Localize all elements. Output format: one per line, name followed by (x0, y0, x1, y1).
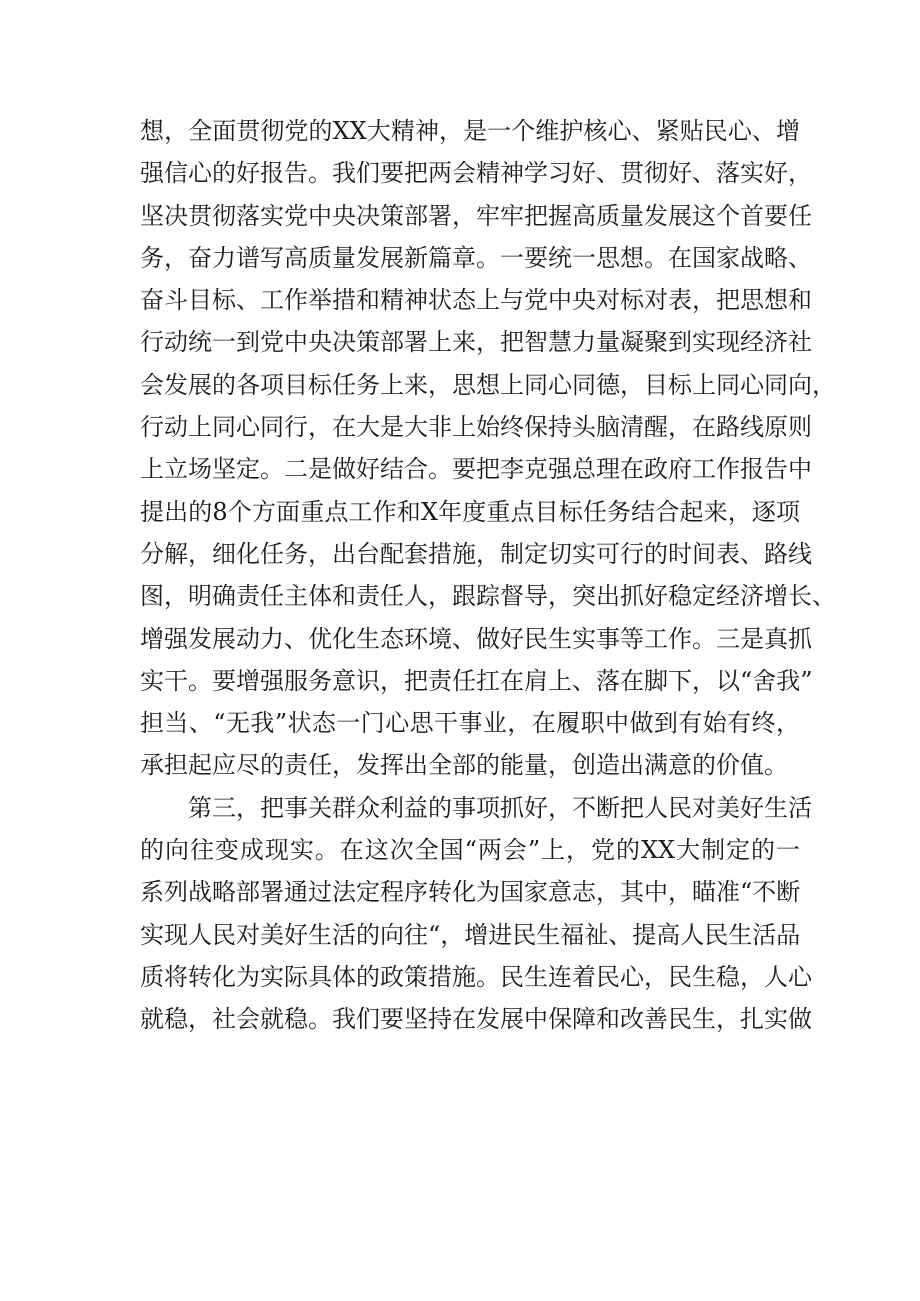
text-line: 坚决贯彻落实党中央决策部署，牢牢把握高质量发展这个首要任 (140, 201, 812, 230)
text-line: 图，明确责任主体和责任人，跟踪督导，突出抓好稳定经济增长、 (140, 582, 836, 611)
text-line: 就稳，社会就稳。我们要坚持在发展中保障和改善民生，扎实做 (140, 1005, 812, 1034)
text-line: 担当、“无我”状态一门心思干事业，在履职中做到有始有终， (140, 709, 800, 738)
text-line: 增强发展动力、优化生态环境、做好民生实事等工作。三是真抓 (140, 624, 812, 653)
paragraph-end-line: 承担起应尽的责任，发挥出全部的能量，创造出满意的价值。 (140, 751, 788, 780)
text-line: 行动统一到党中央决策部署上来，把智慧力量凝聚到实现经济社 (140, 328, 812, 357)
paragraph-start-line: 第三，把事关群众利益的事项抓好，不断把人民对美好生活 (188, 793, 812, 822)
text-line: 奋斗目标、工作举措和精神状态上与党中央对标对表，把思想和 (140, 286, 812, 315)
text-line: 实现人民对美好生活的向往“，增进民生福祉、提高人民生活品 (140, 920, 801, 949)
text-line: 质将转化为实际具体的政策措施。民生连着民心，民生稳，人心 (140, 962, 812, 991)
document-body (140, 110, 836, 1041)
text-line: 务，奋力谱写高质量发展新篇章。一要统一思想。在国家战略、 (140, 243, 812, 272)
text-line: 分解，细化任务，出台配套措施，制定切实可行的时间表、路线 (140, 539, 812, 568)
text-line: 会发展的各项目标任务上来，思想上同心同德，目标上同心同向， (140, 370, 836, 399)
text-line: 强信心的好报告。我们要把两会精神学习好、贯彻好、落实好， (140, 159, 812, 188)
text-line: 想，全面贯彻党的XX大精神，是一个维护核心、紧贴民心、增 (140, 117, 800, 145)
text-line: 提出的8个方面重点工作和X年度重点目标任务结合起来，逐项 (140, 497, 800, 526)
text-line: 系列战略部署通过法定程序转化为国家意志，其中，瞄准“不断 (140, 878, 801, 907)
text-line: 实干。要增强服务意识，把责任扛在肩上、落在脚下，以“舍我” (140, 666, 813, 695)
text-line: 行动上同心同行，在大是大非上始终保持头脑清醒，在路线原则 (140, 413, 812, 442)
text-line: 的向往变成现实。在这次全国“两会”上，党的XX大制定的一 (140, 836, 800, 865)
text-line: 上立场坚定。二是做好结合。要把李克强总理在政府工作报告中 (140, 455, 812, 484)
